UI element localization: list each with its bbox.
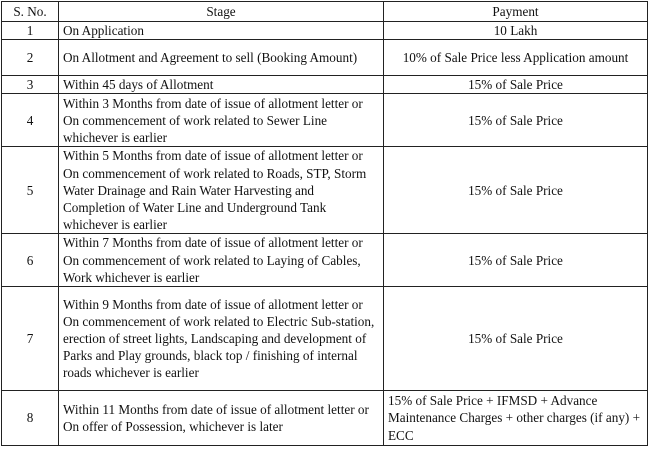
row-stage: Within 9 Months from date of issue of allotment letter or On commencement of work related to Electric Sub-station, erection of street lights, Landscaping and development of Parks and Play grounds, black top / finishing of internal roads whichever is earlier: [59, 287, 384, 391]
header-sno: S. No.: [2, 2, 59, 22]
row-payment: 15% of Sale Price: [384, 94, 648, 147]
header-stage: Stage: [59, 2, 384, 22]
row-payment: 15% of Sale Price + IFMSD + Advance Maintenance Charges + other charges (if any) + ECC: [384, 391, 648, 446]
row-payment: 10 Lakh: [384, 22, 648, 40]
row-payment: 15% of Sale Price: [384, 76, 648, 94]
table-row: [2, 94, 648, 147]
row-sno: 8: [2, 391, 59, 446]
row-sno: 1: [2, 22, 59, 40]
table-row: [2, 22, 648, 40]
row-sno: 7: [2, 287, 59, 391]
row-payment: 10% of Sale Price less Application amount: [384, 40, 648, 76]
row-sno: 2: [2, 40, 59, 76]
row-stage: Within 3 Months from date of issue of allotment letter or On commencement of work related to Sewer Line whichever is earlier: [59, 94, 384, 147]
row-payment: 15% of Sale Price: [384, 147, 648, 234]
table-row: [2, 287, 648, 391]
header-payment: Payment: [384, 2, 648, 22]
row-stage: Within 45 days of Allotment: [59, 76, 384, 94]
table-row: [2, 147, 648, 234]
payment-plan-table: [1, 1, 648, 446]
table-row: [2, 76, 648, 94]
row-stage: Within 11 Months from date of issue of allotment letter or On offer of Possession, whichever is later: [59, 391, 384, 446]
header-row: [2, 2, 648, 22]
table-row: [2, 40, 648, 76]
row-payment: 15% of Sale Price: [384, 287, 648, 391]
row-stage: Within 7 Months from date of issue of allotment letter or On commencement of work related to Laying of Cables, Work whichever is earlier: [59, 234, 384, 287]
row-sno: 6: [2, 234, 59, 287]
table-row: [2, 234, 648, 287]
row-stage: On Allotment and Agreement to sell (Booking Amount): [59, 40, 384, 76]
row-stage: Within 5 Months from date of issue of allotment letter or On commencement of work related to Roads, STP, Storm Water Drainage and Rain Water Harvesting and Completion of Water Line and Underground Tank whichever is earlier: [59, 147, 384, 234]
row-sno: 5: [2, 147, 59, 234]
row-payment: 15% of Sale Price: [384, 234, 648, 287]
table-row: [2, 391, 648, 446]
row-sno: 4: [2, 94, 59, 147]
row-sno: 3: [2, 76, 59, 94]
row-stage: On Application: [59, 22, 384, 40]
